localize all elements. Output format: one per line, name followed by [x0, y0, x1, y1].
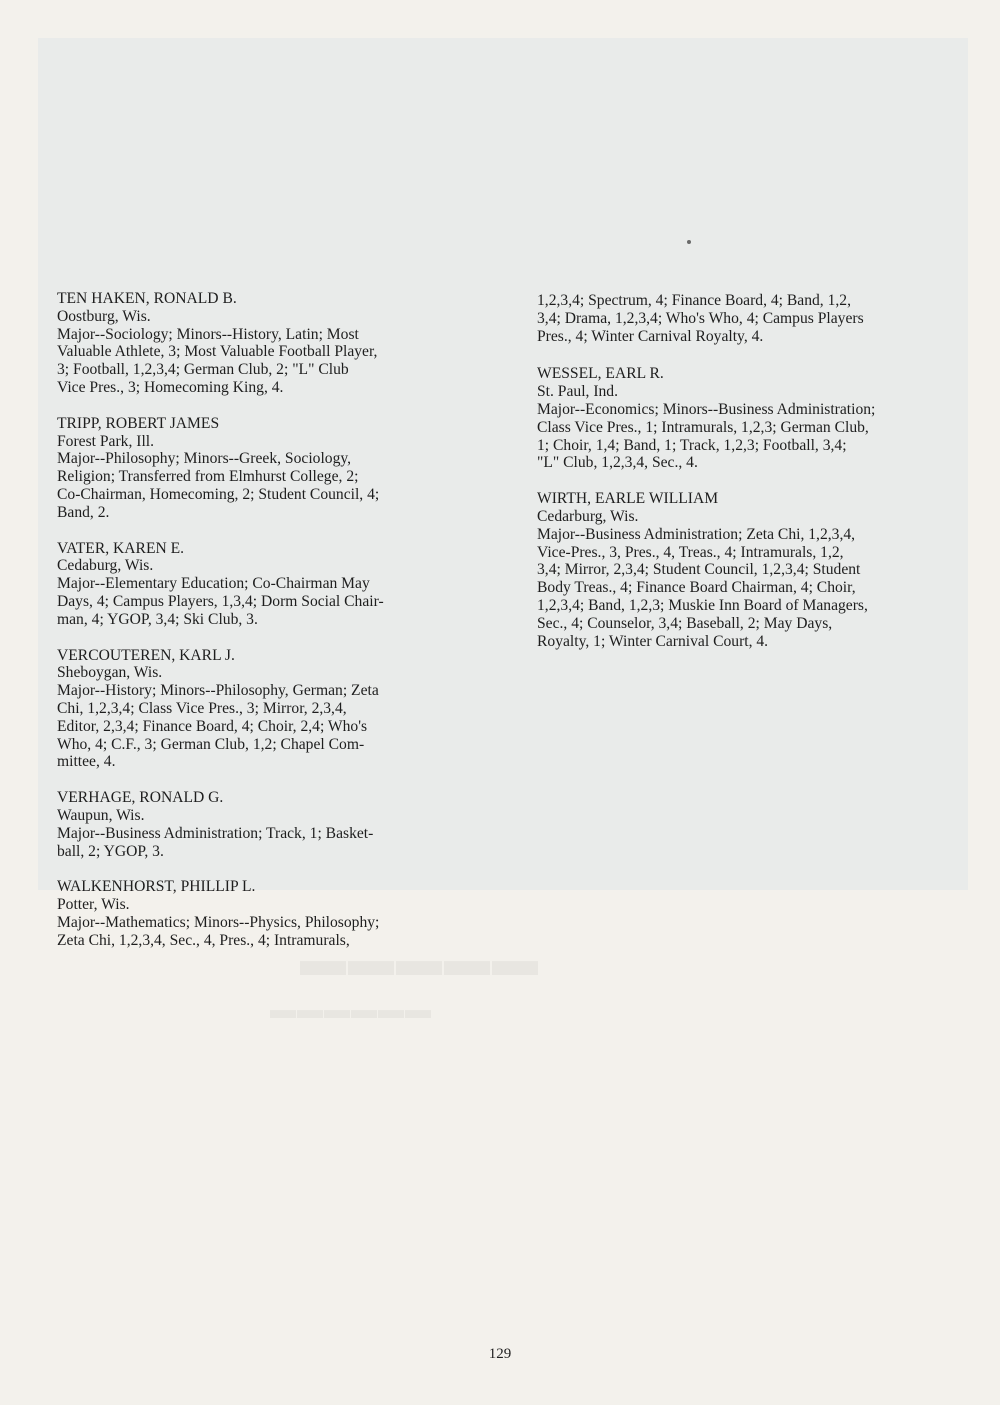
- student-activities-line: 1,2,3,4; Band, 1,2,3; Muskie Inn Board of Managers,: [537, 596, 868, 614]
- student-entry: [57, 415, 497, 522]
- student-activities-line: Co-Chairman, Homecoming, 2; Student Council, 4;: [57, 485, 380, 503]
- right-column: [537, 292, 977, 668]
- student-hometown: Cedaburg, Wis.: [57, 557, 154, 575]
- student-activities-line: Valuable Athlete, 3; Most Valuable Football Player,: [57, 343, 378, 361]
- student-hometown: Oostburg, Wis.: [57, 307, 151, 325]
- student-name: VATER, KAREN E.: [57, 539, 185, 557]
- right-column-entries: [537, 365, 977, 650]
- student-activities-line: Body Treas., 4; Finance Board Chairman, 4; Choir,: [537, 579, 856, 597]
- page-number: 129: [488, 1346, 512, 1362]
- student-entry: [57, 878, 497, 949]
- student-activities-line: Royalty, 1; Winter Carnival Court, 4.: [537, 632, 769, 650]
- show-through-bleed: ▬▬▬▬▬ ▬▬▬▬▬▬: [270, 934, 540, 1024]
- student-entry: [57, 290, 497, 397]
- student-activities-line: ball, 2; YGOP, 3.: [57, 842, 164, 860]
- student-name: TEN HAKEN, RONALD B.: [57, 290, 237, 307]
- student-name: WALKENHORST, PHILLIP L.: [57, 878, 256, 896]
- student-activities-line: 3; Football, 1,2,3,4; German Club, 2; "L" Club: [57, 361, 349, 379]
- student-activities-line: Days, 4; Campus Players, 1,3,4; Dorm Social Chair-: [57, 592, 384, 610]
- student-name: TRIPP, ROBERT JAMES: [57, 414, 220, 432]
- student-activities-line: 3,4; Mirror, 2,3,4; Student Council, 1,2,3,4; Student: [537, 561, 861, 579]
- student-activities-line: Religion; Transferred from Elmhurst College, 2;: [57, 468, 359, 486]
- left-column: [57, 290, 497, 968]
- student-activities-line: Who, 4; C.F., 3; German Club, 1,2; Chapel Com-: [57, 735, 365, 753]
- student-activities-line: 3,4; Drama, 1,2,3,4; Who's Who, 4; Campus Players: [537, 309, 864, 327]
- student-activities-line: Major--Mathematics; Minors--Physics, Philosophy;: [57, 913, 380, 931]
- student-name: WESSEL, EARL R.: [537, 365, 664, 383]
- student-entry: [537, 490, 977, 650]
- student-activities-line: Major--Economics; Minors--Business Administration;: [537, 400, 876, 418]
- student-activities-line: Pres., 4; Winter Carnival Royalty, 4.: [537, 327, 764, 345]
- student-activities-line: Major--Philosophy; Minors--Greek, Sociology,: [57, 450, 352, 468]
- student-activities-line: Major--Business Administration; Zeta Chi, 1,2,3,4,: [537, 525, 856, 543]
- continued-entry-text: [537, 292, 977, 345]
- student-activities-line: Editor, 2,3,4; Finance Board, 4; Choir, 2,4; Who's: [57, 717, 368, 735]
- student-activities-line: Vice-Pres., 3, Pres., 4, Treas., 4; Intramurals, 1,2,: [537, 543, 844, 561]
- student-hometown: Waupun, Wis.: [57, 806, 145, 824]
- student-name: WIRTH, EARLE WILLIAM: [537, 490, 719, 508]
- student-activities-line: Chi, 1,2,3,4; Class Vice Pres., 3; Mirror, 2,3,4,: [57, 699, 347, 717]
- student-activities-line: Band, 2.: [57, 503, 110, 521]
- student-activities-line: 1,2,3,4; Spectrum, 4; Finance Board, 4; Band, 1,2,: [537, 292, 851, 309]
- student-activities-line: 1; Choir, 1,4; Band, 1; Track, 1,2,3; Football, 3,4;: [537, 436, 847, 454]
- student-entry: [57, 540, 497, 629]
- student-hometown: Forest Park, Ill.: [57, 432, 155, 450]
- student-activities-line: mittee, 4.: [57, 753, 116, 771]
- student-activities-line: Zeta Chi, 1,2,3,4, Sec., 4, Pres., 4; Intramurals,: [57, 931, 350, 949]
- student-entry: [57, 647, 497, 772]
- print-speck: [687, 240, 691, 244]
- student-name: VERCOUTEREN, KARL J.: [57, 646, 235, 664]
- student-activities-line: Vice Pres., 3; Homecoming King, 4.: [57, 378, 284, 396]
- student-activities-line: man, 4; YGOP, 3,4; Ski Club, 3.: [57, 610, 258, 628]
- student-activities-line: Class Vice Pres., 1; Intramurals, 1,2,3; German Club,: [537, 418, 869, 436]
- student-activities-line: Major--Business Administration; Track, 1; Basket-: [57, 824, 374, 842]
- student-activities-line: Major--Elementary Education; Co-Chairman May: [57, 575, 370, 593]
- student-activities-line: Sec., 4; Counselor, 3,4; Baseball, 2; May Days,: [537, 614, 833, 632]
- student-hometown: Potter, Wis.: [57, 896, 130, 914]
- student-activities-line: Major--Sociology; Minors--History, Latin; Most: [57, 325, 359, 343]
- student-hometown: Cedarburg, Wis.: [537, 507, 639, 525]
- student-name: VERHAGE, RONALD G.: [57, 789, 224, 807]
- student-entry: [57, 789, 497, 860]
- student-entry: [537, 365, 977, 472]
- student-activities-line: Major--History; Minors--Philosophy, German; Zeta: [57, 682, 379, 700]
- student-hometown: Sheboygan, Wis.: [57, 664, 163, 682]
- student-hometown: St. Paul, Ind.: [537, 383, 619, 401]
- student-activities-line: "L" Club, 1,2,3,4, Sec., 4.: [537, 454, 698, 472]
